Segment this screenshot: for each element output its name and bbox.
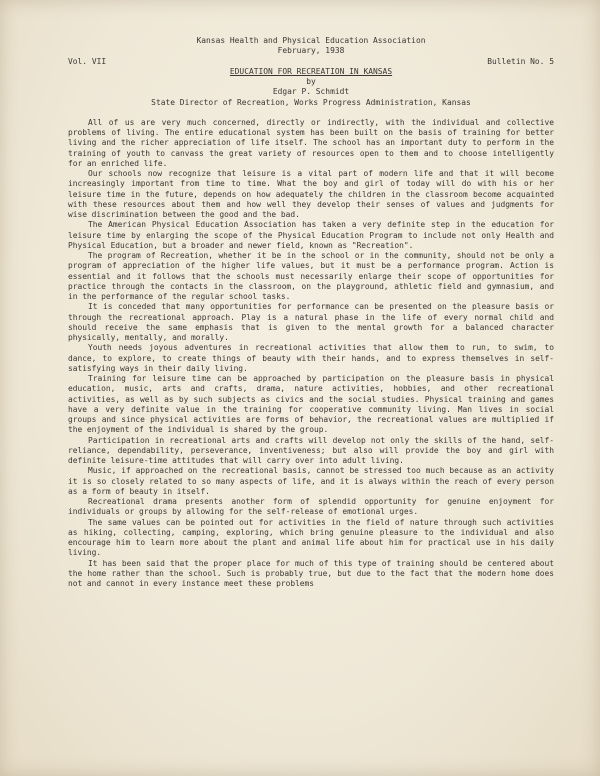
paragraph-6: Youth needs joyous adventures in recreational activities that allow them to run, to swim, to dance, to explore, to create things of beauty with their hands, and to express themselves in self-satisfying ways in their daily living. xyxy=(68,343,554,373)
header-spacer xyxy=(68,108,554,118)
bulletin-body xyxy=(68,36,554,589)
paragraph-8: Participation in recreational arts and crafts will develop not only the skills of the hand, self-reliance, dependability, perseverance, inventiveness; but also will provide the boy and girl with definite leisure-time attitudes that will carry over into adult living. xyxy=(68,435,554,465)
article-title: EDUCATION FOR RECREATION IN KANSAS xyxy=(229,66,393,76)
paragraph-7: Training for leisure time can be approached by participation on the pleasure basis in physical education, music, arts and crafts, drama, nature activities, hobbies, and other recreational activities, as well as by such subjects as civics and the social studies. Physical training and games have a very definite value in the training for cooperative community living. Man lives in social groups and since physical activities are forms of behavior, the recreational values are multiplied if the enjoyment of the individual is shared by the group. xyxy=(68,374,554,435)
article-title-row xyxy=(68,67,554,77)
organization-name: Kansas Health and Physical Education Association xyxy=(196,36,426,45)
author-name: Edgar P. Schmidt xyxy=(272,87,350,97)
author-title: State Director of Recreation, Works Progress Administration, Kansas xyxy=(151,97,471,107)
paragraph-11: The same values can be pointed out for activities in the field of nature through such activities as hiking, collecting, camping, exploring, which bring genuine pleasure to the individual and also encourage him to learn more about the plant and animal life about him for practical use in his daily living. xyxy=(68,517,554,558)
volume-line xyxy=(68,57,554,67)
byline-by: by xyxy=(306,77,316,86)
bulletin-date: February, 1938 xyxy=(277,46,345,56)
paragraph-3: The American Physical Education Association has taken a very definite step in the education for leisure time by enlarging the scope of the Physical Education Program to include not only Health and Physical Education, but a broader and newer field, known as "Recreation". xyxy=(68,220,554,250)
paragraph-2: Our schools now recognize that leisure is a vital part of modern life and that it will become increasingly important from time to time. What the boy and girl of today will do with his or her leisure time in the future, depends on how adequately the children in the classroom become acquainted with these resources about them and how well they develop their senses of values and judgments for wise discrimination between the good and the bad. xyxy=(68,169,554,219)
volume-number: Vol. VII xyxy=(68,56,107,66)
paragraph-1: All of us are very much concerned, directly or indirectly, with the individual and collective problems of living. The entire educational system has been built on the basis of training for better living and the richer appreciation of life itself. The school has an important duty to perform in the training of youth to canvass the great variety of resources open to them and to choose intelligently for an enriched life. xyxy=(68,117,554,168)
paragraph-9: Music, if approached on the recreational basis, cannot be stressed too much because as an activity it is so closely related to so many aspects of life, and it is always within the reach of every person as a form of beauty in itself. xyxy=(68,466,554,496)
paragraph-12: It has been said that the proper place for much of this type of training should be centered about the home rather than the school. Such is probably true, but due to the fact that the modern home does not and cannot in every instance meet these problems xyxy=(68,558,554,588)
bulletin-number: Bulletin No. 5 xyxy=(487,56,554,66)
paragraph-10: Recreational drama presents another form of splendid opportunity for genuine enjoyment for individuals or groups by allowing for the self-release of emotional urges. xyxy=(68,497,554,517)
paragraph-5: It is conceded that many opportunities for performance can be presented on the pleasure basis or through the recreational approach. Play is a natural phase in the life of every normal child and should receive the same emphasis that is given to the mental growth for a balanced character physically, mentally, and morally. xyxy=(68,302,554,342)
paragraph-4: The program of Recreation, whether it be in the school or in the community, should not be only a program of appreciation of the higher life values, but it must be a performance program. Action is essential and it follows that the schools must necessarily enlarge their scope of opportunities for practice through the contacts in the classroom, on the playground, athletic field and gymnasium, and in the performance of the regular school tasks. xyxy=(68,251,554,301)
